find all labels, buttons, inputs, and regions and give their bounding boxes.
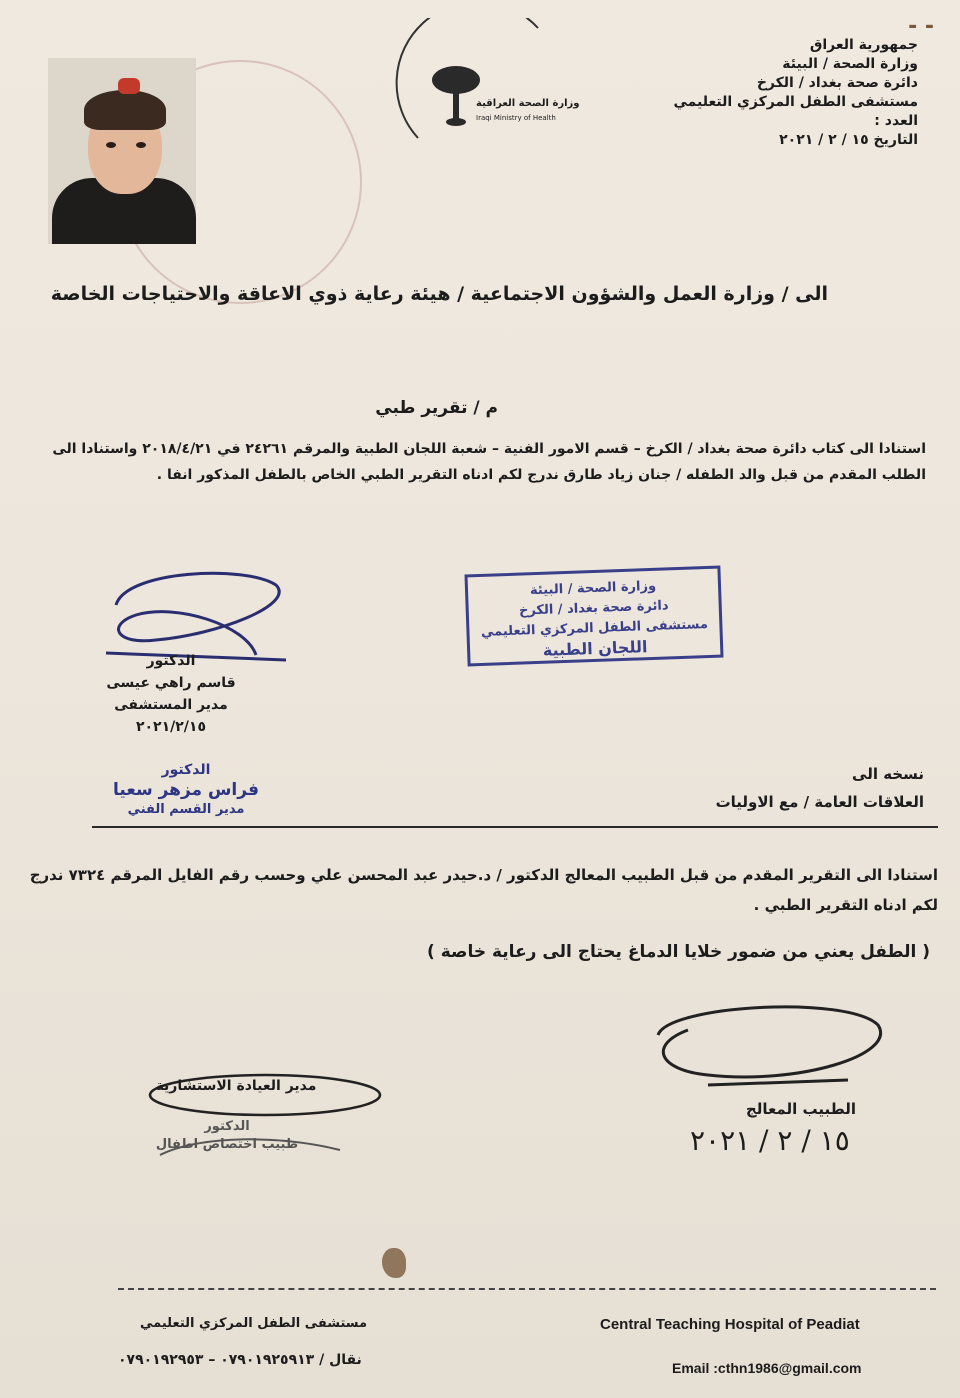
clinic-signatory [142, 1118, 312, 1154]
treating-date: ١٥ / ٢ / ٢٠٢١ [690, 1124, 850, 1157]
stamp-line: وزارة الصحة / البيئة [529, 578, 657, 599]
body-paragraph-1: استنادا الى كتاب دائرة صحة بغداد / الكرخ – قسم الامور الفنية – شعبة اللجان الطبية والمرقم ٢٤٢٦١ في ٢٠١٨/٤/٢١ واستنادا الى الطلب المقدم من قبل والد الطفله / جنان زياد طارق ندرج لكم ادناه التقرير الطبي الخاص بالطفل المذكور انفا . [52, 441, 926, 483]
letterhead [658, 36, 918, 150]
treating-signature [648, 985, 898, 1095]
header-line: وزارة الصحة / البيئة [782, 56, 918, 72]
copy-to-item: العلاقات العامة / مع الاوليات [715, 793, 924, 811]
signatory-1 [96, 650, 246, 738]
stamp-line: مستشفى الطفل المركزي التعليمي [480, 617, 709, 640]
logo-sub: Iraqi Ministry of Health [476, 114, 556, 122]
stain [382, 1248, 406, 1278]
copy-to-heading: نسخه الى [852, 765, 924, 783]
diagnosis-note: ( الطفل يعني من ضمور خلايا الدماغ يحتاج الى رعاية خاصة ) [427, 942, 930, 962]
body-paragraph-2: استنادا الى التقرير المقدم من قبل الطبيب المعالج الدكتور / د.حيدر عبد المحسن علي وحسب رقم الفايل المرقم ٧٣٢٤ ندرج لكم ادناه التقرير الطبي . [29, 866, 938, 914]
corner-marks: - - [908, 14, 934, 39]
clinic-title: الدكتور [204, 1119, 250, 1134]
signatory-2-role: مدير القسم الفني [127, 802, 245, 817]
signatory-1-name: قاسم راهي عيسى [106, 675, 236, 691]
header-line: جمهورية العراق [809, 37, 918, 53]
signatory-1-date: ٢٠٢١/٢/١٥ [135, 719, 207, 735]
footer-hospital-en: Central Teaching Hospital of Peadiat [600, 1316, 860, 1333]
signatory-2-name: فراس مزهر سعيا [113, 780, 259, 800]
footer-email: Email :cthn1986@gmail.com [672, 1360, 862, 1376]
divider [92, 826, 938, 828]
header-line: مستشفى الطفل المركزي التعليمي [673, 94, 918, 110]
footer-phones: نقال / ٠٧٩٠١٩٢٥٩١٣ – ٠٧٩٠١٩٢٩٥٣ [118, 1352, 362, 1368]
recipient-line: الى / وزارة العمل والشؤون الاجتماعية / هيئة رعاية ذوي الاعاقة والاحتياجات الخاصة [50, 283, 828, 305]
ministry-logo-icon [388, 18, 558, 158]
footer-hospital-ar: مستشفى الطفل المركزي التعليمي [140, 1316, 368, 1331]
stamp-line: دائرة صحة بغداد / الكرخ [518, 598, 669, 619]
signatory-1-title: الدكتور [146, 653, 196, 669]
signatory-1-role: مدير المستشفى [114, 697, 228, 713]
official-stamp [464, 566, 723, 667]
subject-line: م / تقرير طبي [375, 398, 498, 418]
signatory-2-title: الدكتور [161, 762, 211, 778]
clinic-label: مدير العيادة الاستشارية [155, 1078, 317, 1094]
signatory-2 [96, 760, 276, 820]
treating-label: الطبيب المعالج [745, 1100, 856, 1118]
header-line: دائرة صحة بغداد / الكرخ [756, 75, 918, 91]
stamp-line: اللجان الطبية [542, 637, 648, 660]
child-photo [48, 58, 196, 244]
copy-to [716, 760, 924, 816]
logo-name: وزارة الصحة العراقية [476, 98, 580, 109]
footer-divider [118, 1288, 936, 1290]
header-number: العدد : [874, 113, 918, 129]
header-date: التاريخ ١٥ / ٢ / ٢٠٢١ [779, 132, 918, 148]
clinic-sub: طبيب اختصاص اطفال [155, 1137, 299, 1152]
